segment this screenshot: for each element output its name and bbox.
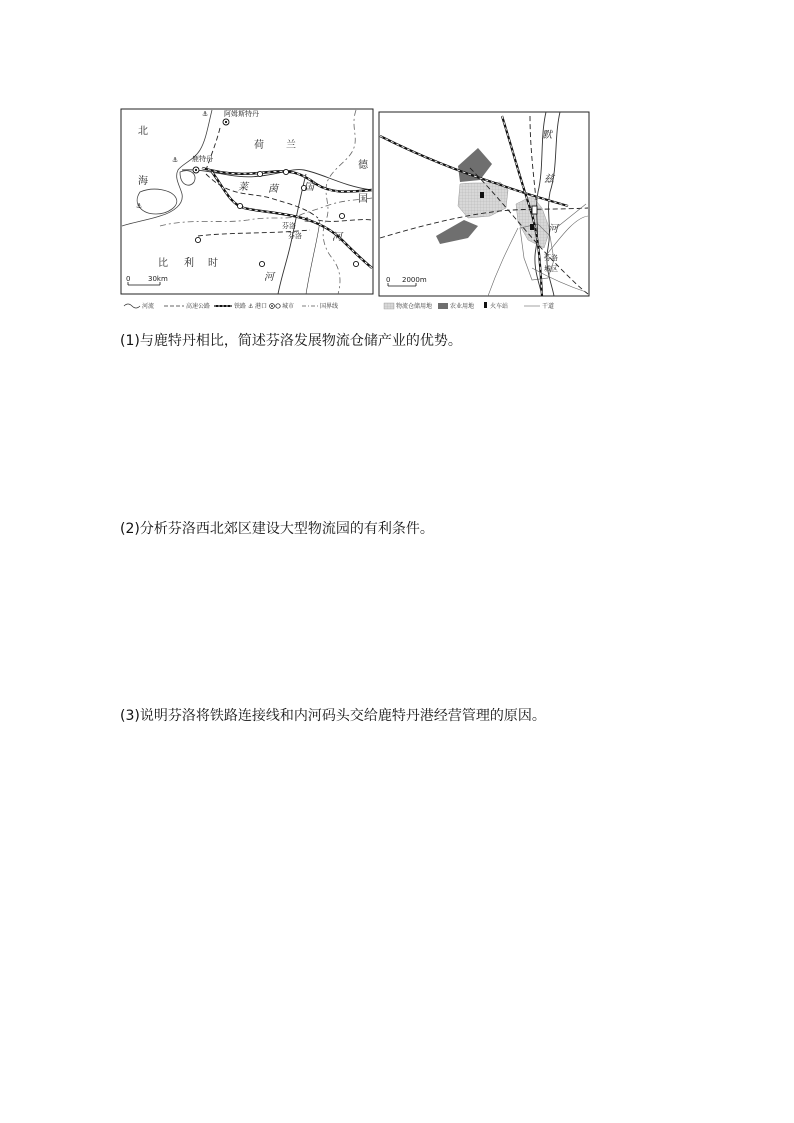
map-left	[121, 109, 373, 294]
label-rotterdam: 鹿特丹	[192, 155, 213, 163]
legend-river: 河流	[142, 303, 155, 310]
legend-railway: 铁路	[234, 303, 247, 310]
label-bi: 比	[158, 258, 168, 269]
label-guo: 国	[358, 194, 368, 205]
legend-city: 城市	[282, 303, 295, 310]
map-figure-svg	[120, 108, 592, 314]
train-station-icon	[530, 224, 534, 230]
legend-town-symbol	[276, 304, 280, 308]
label-shi: 时	[208, 258, 218, 269]
label-north: 北	[138, 126, 148, 137]
question-3: (3)说明芬洛将铁路连接线和内河码头交给鹿特丹港经营管理的原因。	[120, 708, 546, 724]
label-river-2: 河	[264, 272, 274, 283]
city-amsterdam-dot	[225, 121, 227, 123]
city-icon	[353, 261, 358, 266]
city-icon	[259, 261, 264, 266]
scale-right-zero: 0	[386, 276, 391, 284]
city-icon	[237, 203, 242, 208]
legend-river-symbol	[124, 304, 140, 308]
train-station-icon	[480, 192, 484, 198]
label-rhine-1: 莱	[238, 182, 248, 193]
city-icon	[257, 171, 262, 176]
city-icon	[283, 169, 288, 174]
legend-border: 国界线	[320, 303, 339, 310]
legend-logistics: 物流仓储用地	[396, 303, 433, 310]
label-de: 德	[358, 160, 368, 171]
label-he-right: 河	[548, 224, 558, 235]
legend-farmland: 农业用地	[450, 303, 475, 310]
anchor-icon: ⚓	[248, 303, 254, 310]
port-icon: ⚓	[136, 202, 143, 210]
label-he: 荷	[254, 140, 264, 151]
scale-left-text: 30km	[148, 275, 168, 283]
city-rotterdam-dot	[195, 169, 197, 171]
label-amsterdam: 阿姆斯特丹	[224, 110, 259, 118]
legend-road: 干道	[542, 303, 555, 310]
label-urban-2: 城区	[544, 265, 558, 273]
label-venlo-b: 芬洛	[288, 232, 302, 240]
label-rhine-2: 茵	[268, 184, 278, 195]
map-right	[379, 112, 589, 296]
legend-station: 火车站	[490, 303, 509, 310]
train-station-icon	[532, 206, 537, 214]
legend-city-dot	[271, 305, 273, 307]
label-zi: 兹	[544, 174, 554, 185]
label-lan: 兰	[286, 140, 296, 151]
label-sea: 海	[138, 176, 148, 187]
legend-station-symbol	[484, 302, 487, 308]
label-venlo-a: 芬洛	[282, 222, 296, 230]
scale-left-zero: 0	[126, 275, 131, 283]
map-figure	[120, 108, 592, 314]
city-icon	[339, 213, 344, 218]
port-icon: ⚓	[202, 110, 209, 118]
city-icon	[195, 237, 200, 242]
label-mas: 默	[542, 130, 552, 141]
label-rhine-3: 国	[304, 182, 314, 193]
label-urban: 芬洛	[544, 254, 558, 262]
label-li: 利	[184, 258, 194, 269]
label-river-1: 河	[332, 232, 342, 243]
port-icon: ⚓	[304, 216, 311, 224]
legend	[124, 302, 554, 310]
question-2: (2)分析芬洛西北郊区建设大型物流园的有利条件。	[120, 521, 434, 537]
scale-right-text: 2000m	[402, 276, 427, 284]
legend-farmland-symbol	[438, 303, 448, 309]
legend-logistics-symbol	[384, 303, 394, 309]
legend-port: 港口	[255, 303, 268, 310]
legend-highway: 高速公路	[186, 303, 211, 310]
port-icon: ⚓	[172, 156, 179, 164]
question-1: (1)与鹿特丹相比，简述芬洛发展物流仓储产业的优势。	[120, 333, 462, 349]
